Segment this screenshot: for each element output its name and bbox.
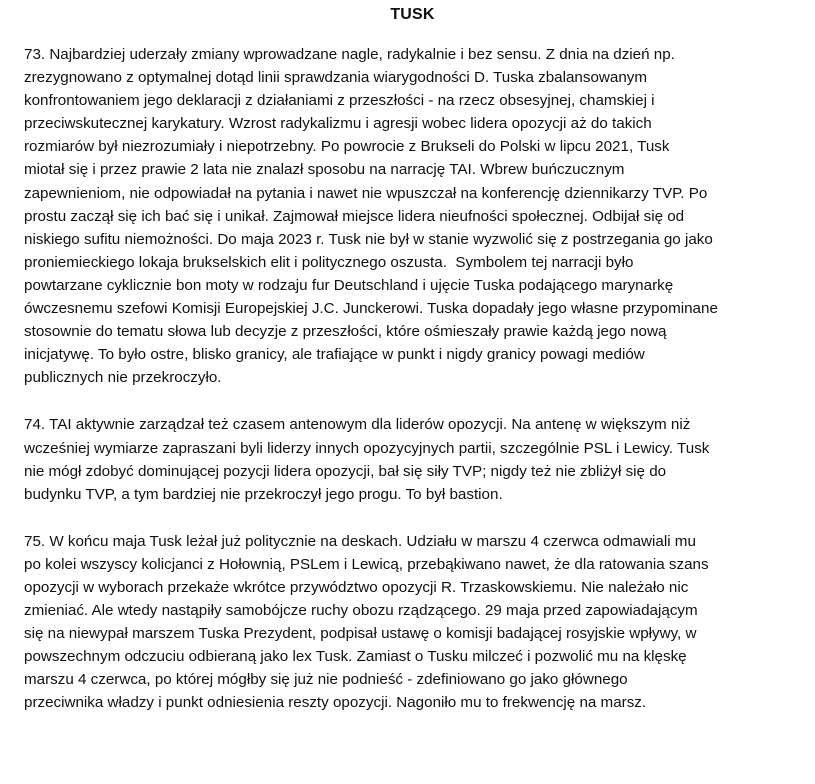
paragraph-75: 75. W końcu maja Tusk leżał już politycznie na deskach. Udziału w marszu 4 czerwca odmawiali mu po kolei wszyscy kolicjanci z Hołownią, PSLem i Lewicą, przebąkiwano nawet, że dla ratowania szans opozycji w wyborach przekaże wkrótce przywództwo opozycji R. Trzaskowskiemu. Nie należało nic zmieniać. Ale wtedy nastąpiły samobójcze ruchy obozu rządzącego. 29 maja przed zapowiadającym się na niewypał marszem Tuska Prezydent, podpisał ustawę o komisji badającej rosyjskie wpływy, w powszechnym odczuciu odbieraną jako lex Tusk. Zamiast o Tusku milczeć i pozwolić mu na klęskę marszu 4 czerwca, po której mógłby się już nie podnieść - zdefiniowano go jako głównego przeciwnika władzy i punkt odniesienia reszty opozycji. Nagoniło mu to frekwencję na marsz. bbox=[24, 532, 709, 712]
paragraph-74: 74. TAI aktywnie zarządzał też czasem antenowym dla liderów opozycji. Na antenę w większym niż wcześniej wymiarze zapraszani byli liderzy innych opozycyjnych partii, szczególnie PSL i Lewicy. Tusk nie mógł zdobyć dominującej pozycji lidera opozycji, bał się siły TVP; nigdy też nie zbliżył się do budynku TVP, a tym bardziej nie przekroczył jego progu. To był bastion. bbox=[24, 416, 710, 503]
document-title: TUSK bbox=[390, 6, 435, 23]
paragraph-73: 73. Najbardziej uderzały zmiany wprowadzane nagle, radykalnie i bez sensu. Z dnia na dzień np. zrezygnowano z optymalnej dotąd linii sprawdzania wiarygodności D. Tuska zbalansowanym konfrontowaniem jego deklaracji z działaniami z przeszłości - na rzecz obsesyjnej, chamskiej i przeciwskutecznej karykatury. Wzrost radykalizmu i agresji wobec lidera opozycji aż do takich rozmiarów był niezrozumiały i niepotrzebny. Po powrocie z Brukseli do Polski w lipcu 2021, Tusk miotał się i przez prawie 2 lata nie znalazł sposobu na narrację TAI. Wbrew buńczucznym zapewnieniom, nie odpowiadał na pytania i nawet nie wpuszczał na konferencję dziennikarzy TVP. Po prostu zaczął się ich bać się i unikał. Zajmował miejsce lidera nieufności społecznej. Odbijał się od niskiego sufitu niemożności. Do maja 2023 r. Tusk nie był w stanie wyzwolić się z postrzegania go jako proniemieckiego lokaja brukselskich elit i politycznego oszusta. Symbolem tej narracji było powtarzane cyklicznie bon moty w rodzaju fur Deutschland i ujęcie Tuska podającego marynarkę ówczesnemu szefowi Komisji Europejskiej J.C. Junckerowi. Tuska dopadały jego własne przypominane stosownie do tematu słowa lub decyzje z przeszłości, które ośmieszały prawie każdą jego nową inicjatywę. To było ostre, blisko granicy, ale trafiające w punkt i nigdy granicy powagi mediów publicznych nie przekroczyło. bbox=[24, 46, 718, 387]
